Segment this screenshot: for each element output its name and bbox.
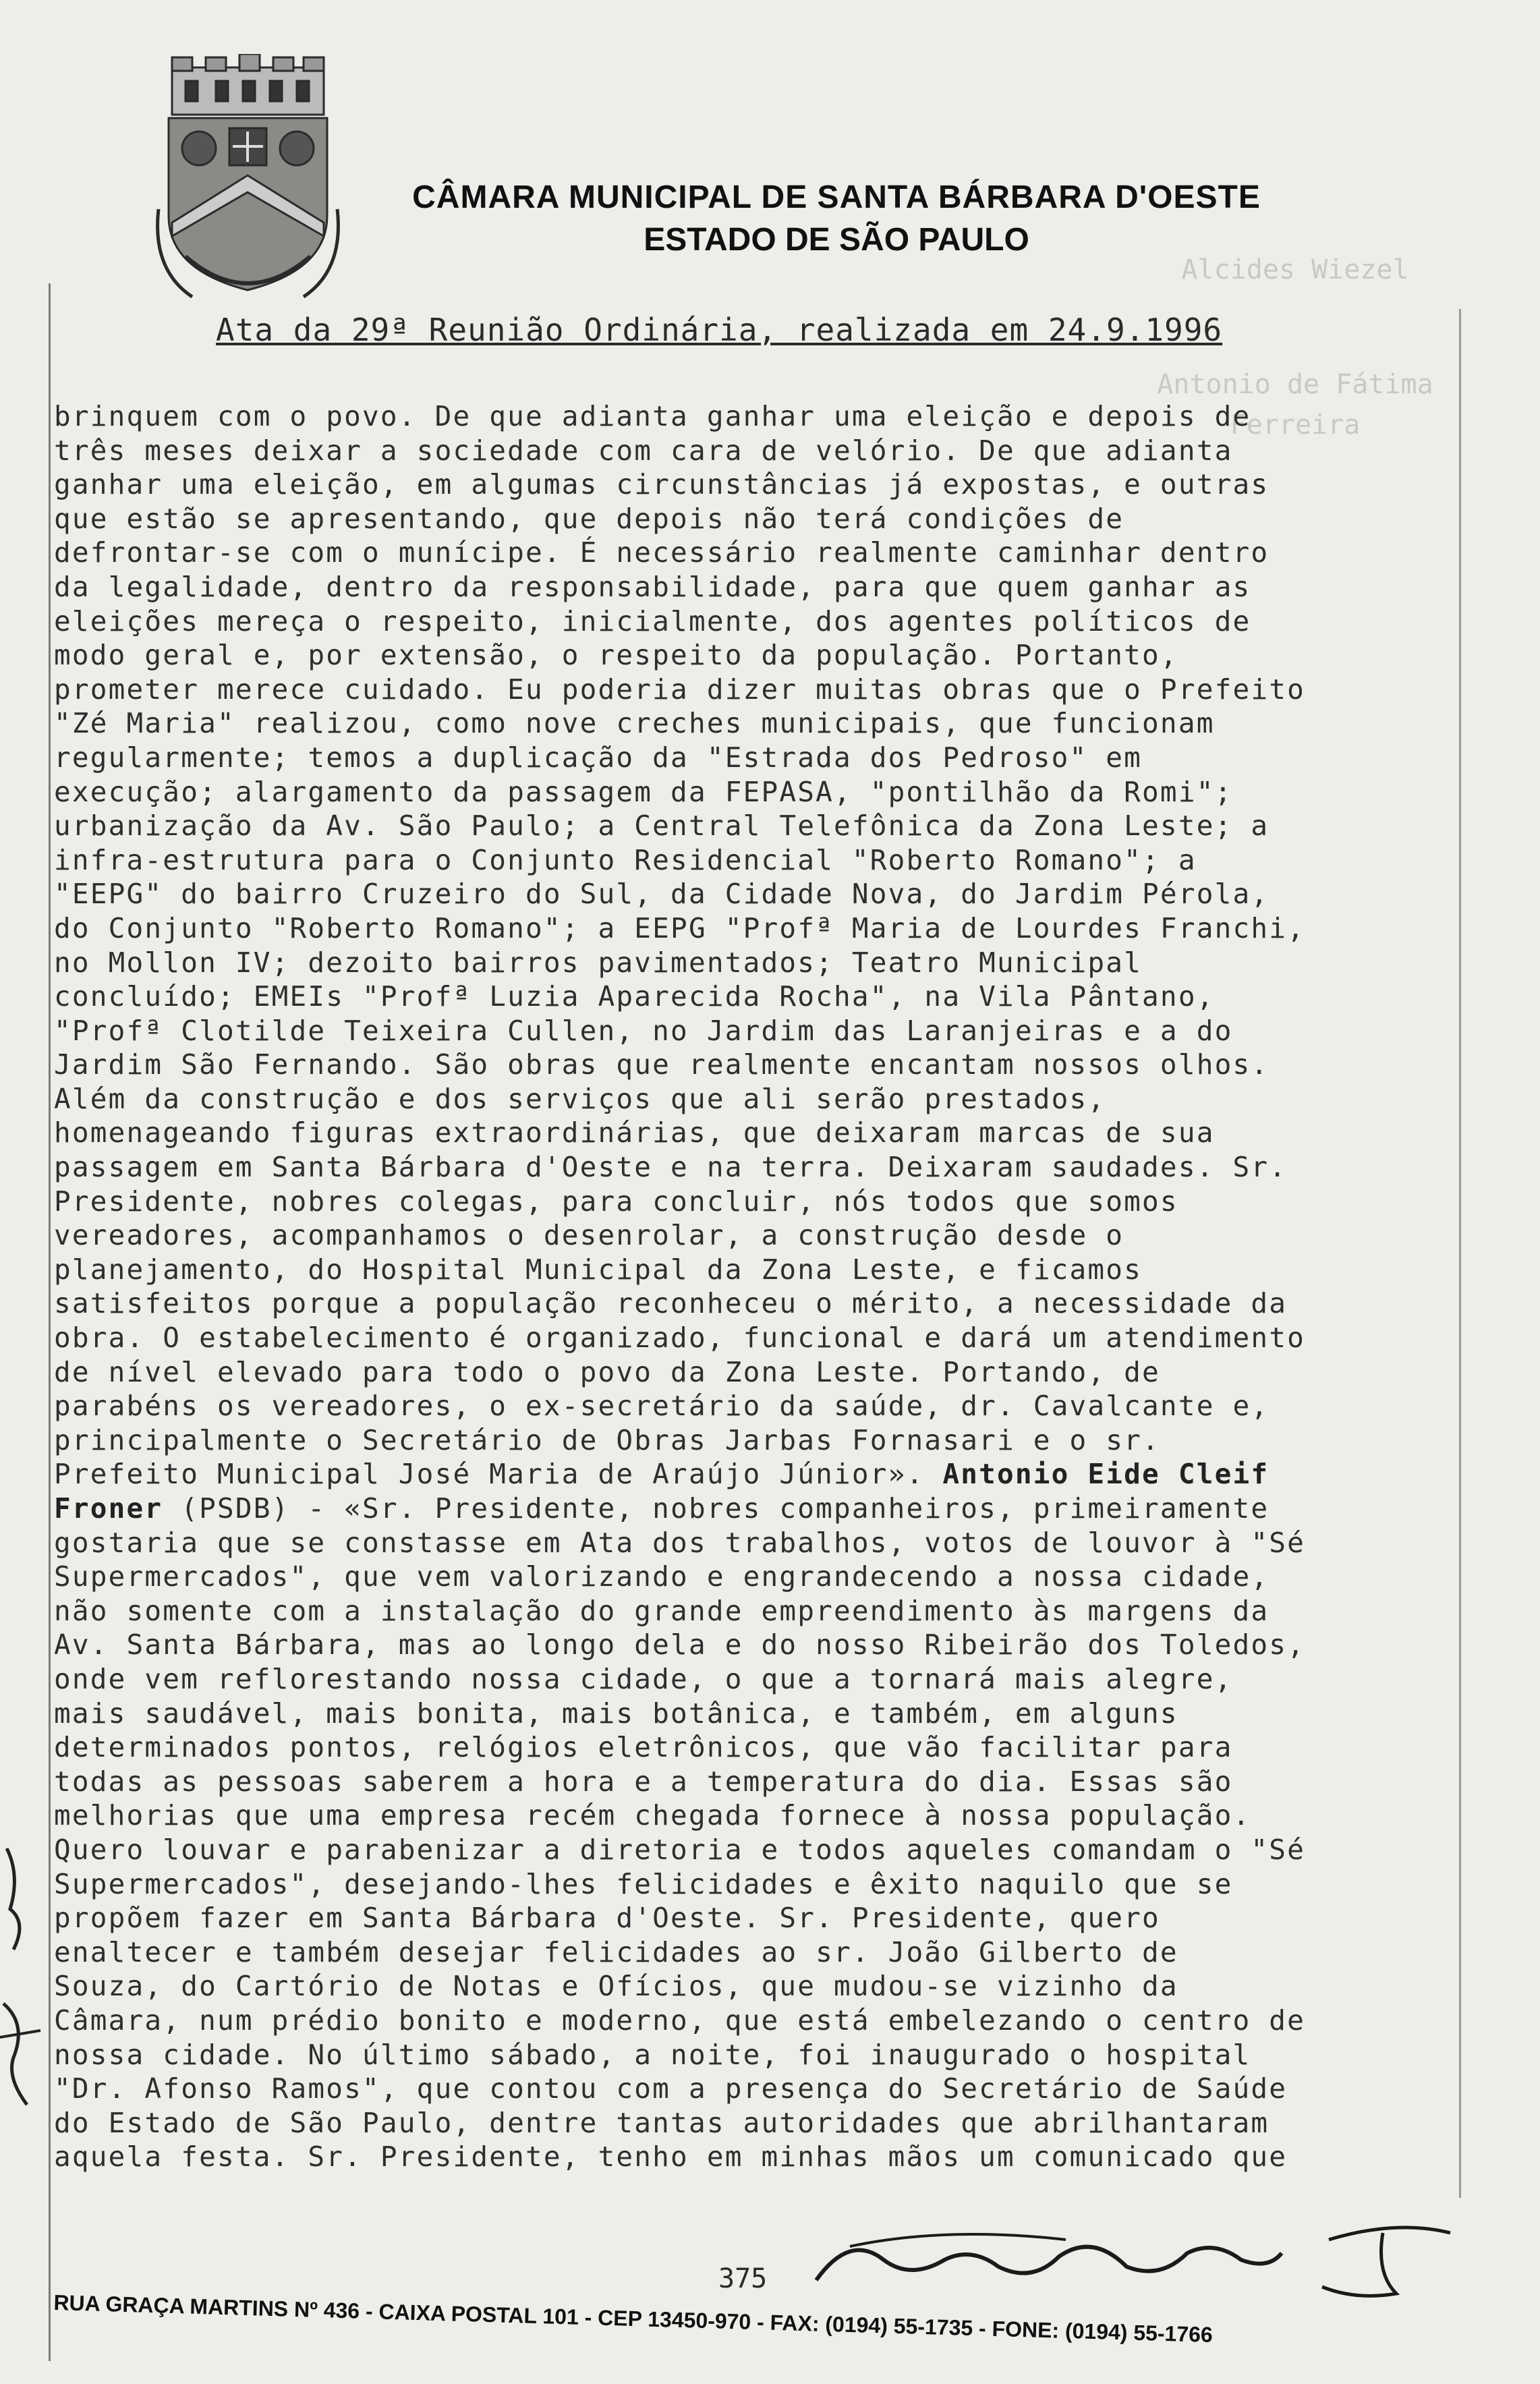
body-line: execução; alargamento da passagem da FEPASA, "pontilhão da Romi"; <box>54 775 1233 808</box>
body-line: Supermercados", desejando-lhes felicidades e êxito naquilo que se <box>54 1867 1233 1900</box>
body-line: urbanização da Av. São Paulo; a Central Telefônica da Zona Leste; a <box>54 810 1270 843</box>
body-line: no Mollon IV; dezoito bairros pavimentados; Teatro Municipal <box>54 946 1143 979</box>
body-line <box>54 1457 1464 1492</box>
body-line: do Estado de São Paulo, dentre tantas autoridades que abrilhantaram <box>54 2106 1270 2139</box>
minutes-body <box>54 399 1464 2174</box>
body-line: Quero louvar e parabenizar a diretoria e todos aqueles comandam o "Sé <box>54 1833 1306 1866</box>
body-line: nossa cidade. No último sábado, a noite, foi inaugurado o hospital <box>54 2038 1251 2071</box>
body-line: do Conjunto "Roberto Romano"; a EEPG "Profª Maria de Lourdes Franchi, <box>54 911 1306 944</box>
body-line: determinados pontos, relógios eletrônicos, que vão facilitar para <box>54 1731 1233 1764</box>
body-line: Câmara, num prédio bonito e moderno, que está embelezando o centro de <box>54 2004 1306 2037</box>
body-line: onde vem reflorestando nossa cidade, o que a tornará mais alegre, <box>54 1662 1233 1695</box>
body-line: Souza, do Cartório de Notas e Ofícios, que mudou-se vizinho da <box>54 1970 1178 2003</box>
body-line: não somente com a instalação do grande empreendimento às margens da <box>54 1594 1270 1627</box>
body-line: Av. Santa Bárbara, mas ao longo dela e do nosso Ribeirão dos Toledos, <box>54 1628 1306 1662</box>
body-line: propõem fazer em Santa Bárbara d'Oeste. Sr. Presidente, quero <box>54 1902 1160 1935</box>
body-line: da legalidade, dentro da responsabilidade, para que quem ganhar as <box>54 570 1251 603</box>
body-line: ganhar uma eleição, em algumas circunstâncias já expostas, e outras <box>54 468 1270 501</box>
body-line: infra-estrutura para o Conjunto Residencial "Roberto Romano"; a <box>54 843 1197 876</box>
body-line: satisfeitos porque a população reconheceu o mérito, a necessidade da <box>54 1287 1288 1320</box>
body-line: principalmente o Secretário de Obras Jarbas Fornasari e o sr. <box>54 1423 1160 1456</box>
body-line: brinquem com o povo. De que adianta ganhar uma eleição e depois de <box>54 400 1251 432</box>
coat-of-arms-icon <box>152 54 344 310</box>
body-line: gostaria que se constasse em Ata dos trabalhos, votos de louvor à "Sé <box>54 1526 1306 1559</box>
bleed-through-line: Alcides Wiezel <box>1181 254 1409 285</box>
page-number: 375 <box>718 2263 768 2294</box>
body-line: Jardim São Fernando. São obras que realmente encantam nossos olhos. <box>54 1048 1270 1081</box>
body-line: Além da construção e dos serviços que ali serão prestados, <box>54 1082 1106 1115</box>
address-footer: RUA GRAÇA MARTINS Nº 436 - CAIXA POSTAL 101 - CEP 13450-970 - FAX: (0194) 55-1735 - FONE: (0194) 55-1766 <box>53 2290 1214 2347</box>
left-margin-rule <box>49 283 51 2361</box>
body-line: defrontar-se com o munícipe. É necessário realmente caminhar dentro <box>54 536 1270 569</box>
body-line: todas as pessoas saberem a hora e a temperatura do dia. Essas são <box>54 1765 1233 1798</box>
body-line: Supermercados", que vem valorizando e engrandecendo a nossa cidade, <box>54 1560 1270 1593</box>
secretary-signature <box>809 2219 1295 2294</box>
body-line: "Profª Clotilde Teixeira Cullen, no Jardim das Laranjeiras e a do <box>54 1014 1233 1047</box>
president-signature <box>1315 2219 1471 2307</box>
body-line: obra. O estabelecimento é organizado, funcional e dará um atendimento <box>54 1322 1306 1355</box>
body-line <box>54 1492 1464 1526</box>
chamber-name: CÂMARA MUNICIPAL DE SANTA BÁRBARA D'OESTE <box>412 179 1261 215</box>
body-line: de nível elevado para todo o povo da Zona Leste. Portando, de <box>54 1355 1160 1388</box>
body-line: "EEPG" do bairro Cruzeiro do Sul, da Cidade Nova, do Jardim Pérola, <box>54 878 1270 911</box>
speaker-surname: Froner <box>54 1492 163 1525</box>
body-line: planejamento, do Hospital Municipal da Zona Leste, e ficamos <box>54 1253 1143 1286</box>
body-line: Presidente, nobres colegas, para concluir, nós todos que somos <box>54 1185 1178 1218</box>
body-line: modo geral e, por extensão, o respeito da população. Portanto, <box>54 639 1178 672</box>
body-line: "Zé Maria" realizou, como nove creches municipais, que funcionam <box>54 707 1215 740</box>
bleed-through-line: Antonio de Fátima Ferreira <box>1157 369 1433 441</box>
body-line: que estão se apresentando, que depois não terá condições de <box>54 502 1124 535</box>
body-line: homenageando figuras extraordinárias, que deixaram marcas de sua <box>54 1116 1215 1150</box>
body-line: enaltecer e também desejar felicidades ao sr. João Gilberto de <box>54 1935 1178 1968</box>
body-line: vereadores, acompanhamos o desenrolar, a construção desde o <box>54 1219 1124 1252</box>
speaker-name: Antonio Eide Cleif <box>942 1458 1270 1491</box>
body-line-text: (PSDB) - «Sr. Presidente, nobres companheiros, primeiramente <box>163 1492 1270 1525</box>
state-name: ESTADO DE SÃO PAULO <box>644 222 1029 258</box>
body-line: passagem em Santa Bárbara d'Oeste e na terra. Deixaram saudades. Sr. <box>54 1151 1288 1184</box>
body-line: aquela festa. Sr. Presidente, tenho em minhas mãos um comunicado que <box>54 2140 1288 2174</box>
body-line: melhorias que uma empresa recém chegada fornece à nossa população. <box>54 1799 1251 1832</box>
body-line: parabéns os vereadores, o ex-secretário da saúde, dr. Cavalcante e, <box>54 1390 1270 1423</box>
body-line: regularmente; temos a duplicação da "Estrada dos Pedroso" em <box>54 741 1143 774</box>
body-line: mais saudável, mais bonita, mais botânica, e também, em alguns <box>54 1697 1178 1730</box>
margin-initials-signature <box>0 1835 47 2118</box>
minutes-title: Ata da 29ª Reunião Ordinária, realizada em 24.9.1996 <box>216 312 1223 348</box>
body-line: eleições mereça o respeito, inicialmente, dos agentes políticos de <box>54 604 1251 637</box>
body-line: três meses deixar a sociedade com cara de velório. De que adianta <box>54 434 1233 467</box>
body-line: concluído; EMEIs "Profª Luzia Aparecida Rocha", na Vila Pântano, <box>54 980 1215 1013</box>
body-line: prometer merece cuidado. Eu poderia dizer muitas obras que o Prefeito <box>54 673 1306 706</box>
body-line-text: Prefeito Municipal José Maria de Araújo Júnior». <box>54 1458 943 1491</box>
body-line: "Dr. Afonso Ramos", que contou com a presença do Secretário de Saúde <box>54 2072 1288 2105</box>
